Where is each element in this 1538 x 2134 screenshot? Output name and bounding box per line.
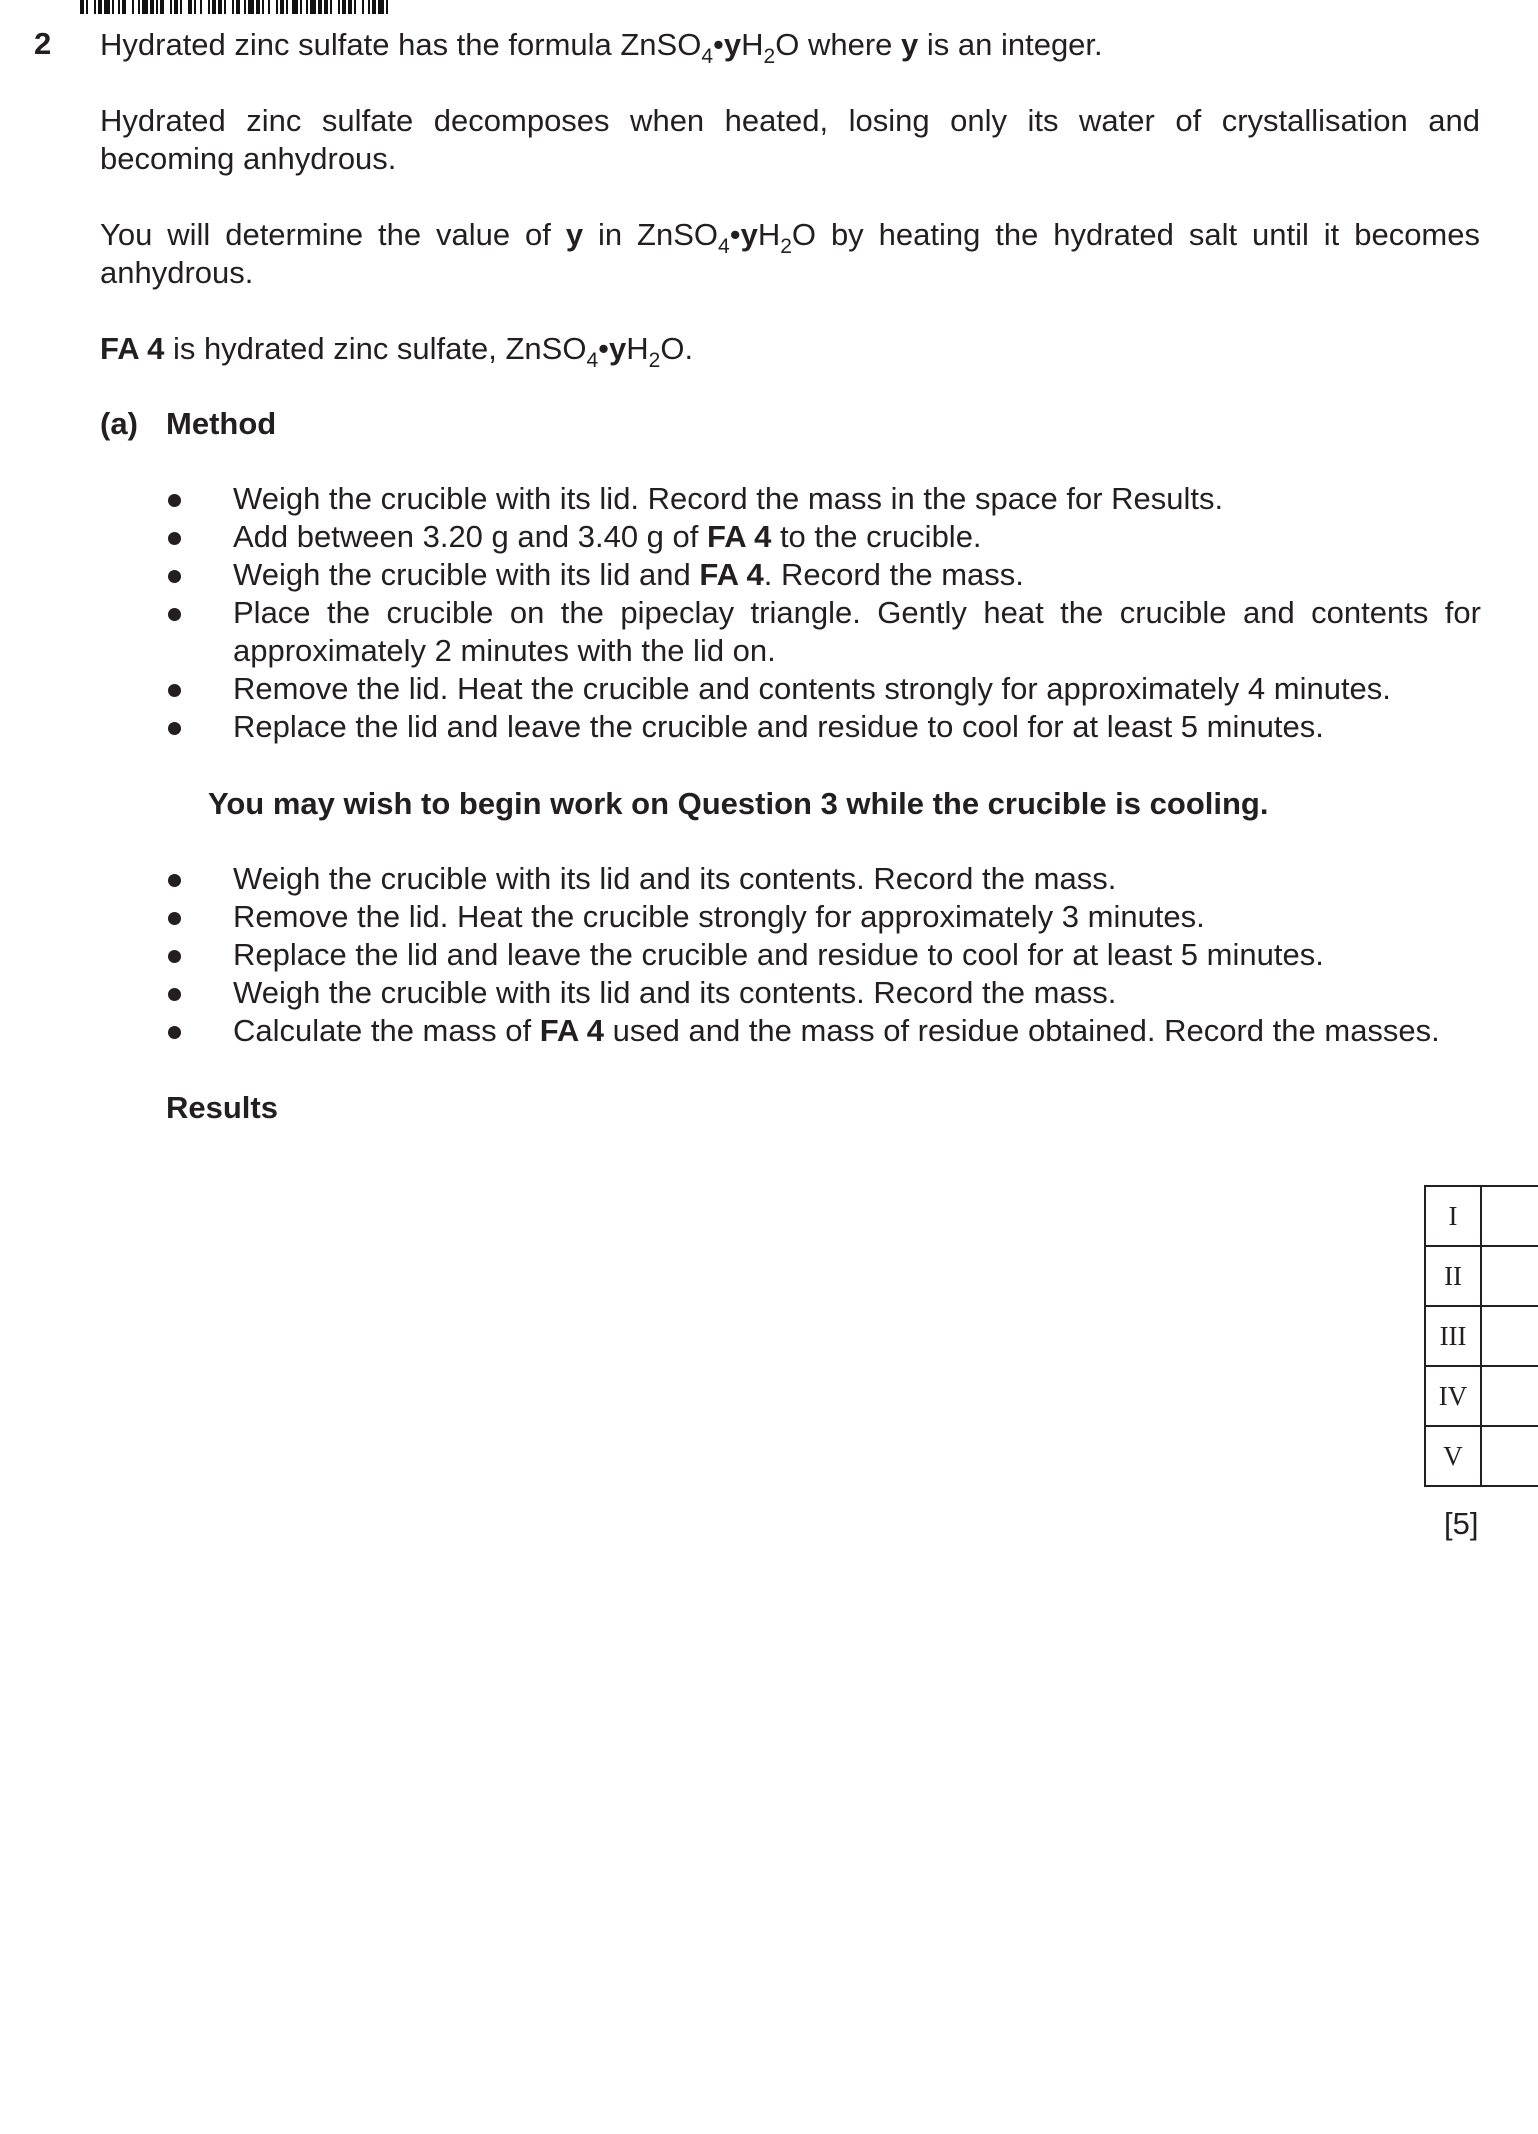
mark-label: V <box>1425 1426 1481 1486</box>
bullet-icon <box>168 722 181 735</box>
method-list-2 <box>166 860 1481 1050</box>
instruction-note: You may wish to begin work on Question 3 while the crucible is cooling. <box>208 786 1269 821</box>
bullet-icon <box>168 874 181 887</box>
part-title: Method <box>166 406 277 441</box>
bullet-icon <box>168 494 181 507</box>
intro-paragraph-2: Hydrated zinc sulfate decomposes when heated, losing only its water of crystallisation and becoming anhydrous. <box>100 103 1480 176</box>
list-item: Weigh the crucible with its lid and its contents. Record the mass. <box>166 974 1481 1012</box>
list-item: Weigh the crucible with its lid and its contents. Record the mass. <box>166 860 1481 898</box>
barcode-stripe <box>388 0 392 14</box>
bullet-icon <box>168 532 181 545</box>
mark-box <box>1481 1306 1538 1366</box>
mark-row <box>1425 1426 1538 1486</box>
bullet-icon <box>168 570 181 583</box>
mark-box <box>1481 1186 1538 1246</box>
list-item: Weigh the crucible with its lid and FA 4. Record the mass. <box>166 556 1481 594</box>
bullet-icon <box>168 912 181 925</box>
total-marks: [5] <box>1444 1506 1479 1541</box>
mark-row <box>1425 1246 1538 1306</box>
mark-label: I <box>1425 1186 1481 1246</box>
bullet-icon <box>168 1026 181 1039</box>
bullet-icon <box>168 684 181 697</box>
intro-paragraph-4: FA 4 is hydrated zinc sulfate, $ZnSO_4•yH_2O$. <box>100 331 694 372</box>
mark-box <box>1481 1426 1538 1486</box>
list-item: Remove the lid. Heat the crucible and contents strongly for approximately 4 minutes. <box>166 670 1481 708</box>
list-item: Calculate the mass of FA 4 used and the mass of residue obtained. Record the masses. <box>166 1012 1481 1050</box>
list-item: Replace the lid and leave the crucible and residue to cool for at least 5 minutes. <box>166 708 1481 746</box>
question-number: 2 <box>34 26 52 61</box>
mark-label: II <box>1425 1246 1481 1306</box>
bullet-icon <box>168 988 181 1001</box>
bullet-icon <box>168 950 181 963</box>
list-item: Weigh the crucible with its lid. Record the mass in the space for Results. <box>166 480 1481 518</box>
mark-box-table <box>1424 1185 1538 1487</box>
intro-paragraph-3: You will determine the value of y in $ZnSO_4•yH_2O$ by heating the hydrated salt until it becomes anhydrous. <box>100 217 1480 290</box>
mark-box <box>1481 1246 1538 1306</box>
mark-box <box>1481 1366 1538 1426</box>
results-heading: Results <box>166 1090 278 1125</box>
list-item: Place the crucible on the pipeclay triangle. Gently heat the crucible and contents for approximately 2 minutes with the lid on. <box>166 594 1481 670</box>
barcode <box>80 0 605 14</box>
mark-row <box>1425 1366 1538 1426</box>
list-item: Replace the lid and leave the crucible and residue to cool for at least 5 minutes. <box>166 936 1481 974</box>
list-item: Remove the lid. Heat the crucible strongly for approximately 3 minutes. <box>166 898 1481 936</box>
bullet-icon <box>168 608 181 621</box>
mark-label: III <box>1425 1306 1481 1366</box>
part-label: (a) <box>100 406 138 441</box>
method-list-1 <box>166 480 1481 746</box>
mark-row <box>1425 1306 1538 1366</box>
list-item: Add between 3.20 g and 3.40 g of FA 4 to the crucible. <box>166 518 1481 556</box>
intro-paragraph-1: Hydrated zinc sulfate has the formula $ZnSO_4•yH_2O$ where y is an integer. <box>100 27 1103 68</box>
mark-row <box>1425 1186 1538 1246</box>
mark-label: IV <box>1425 1366 1481 1426</box>
